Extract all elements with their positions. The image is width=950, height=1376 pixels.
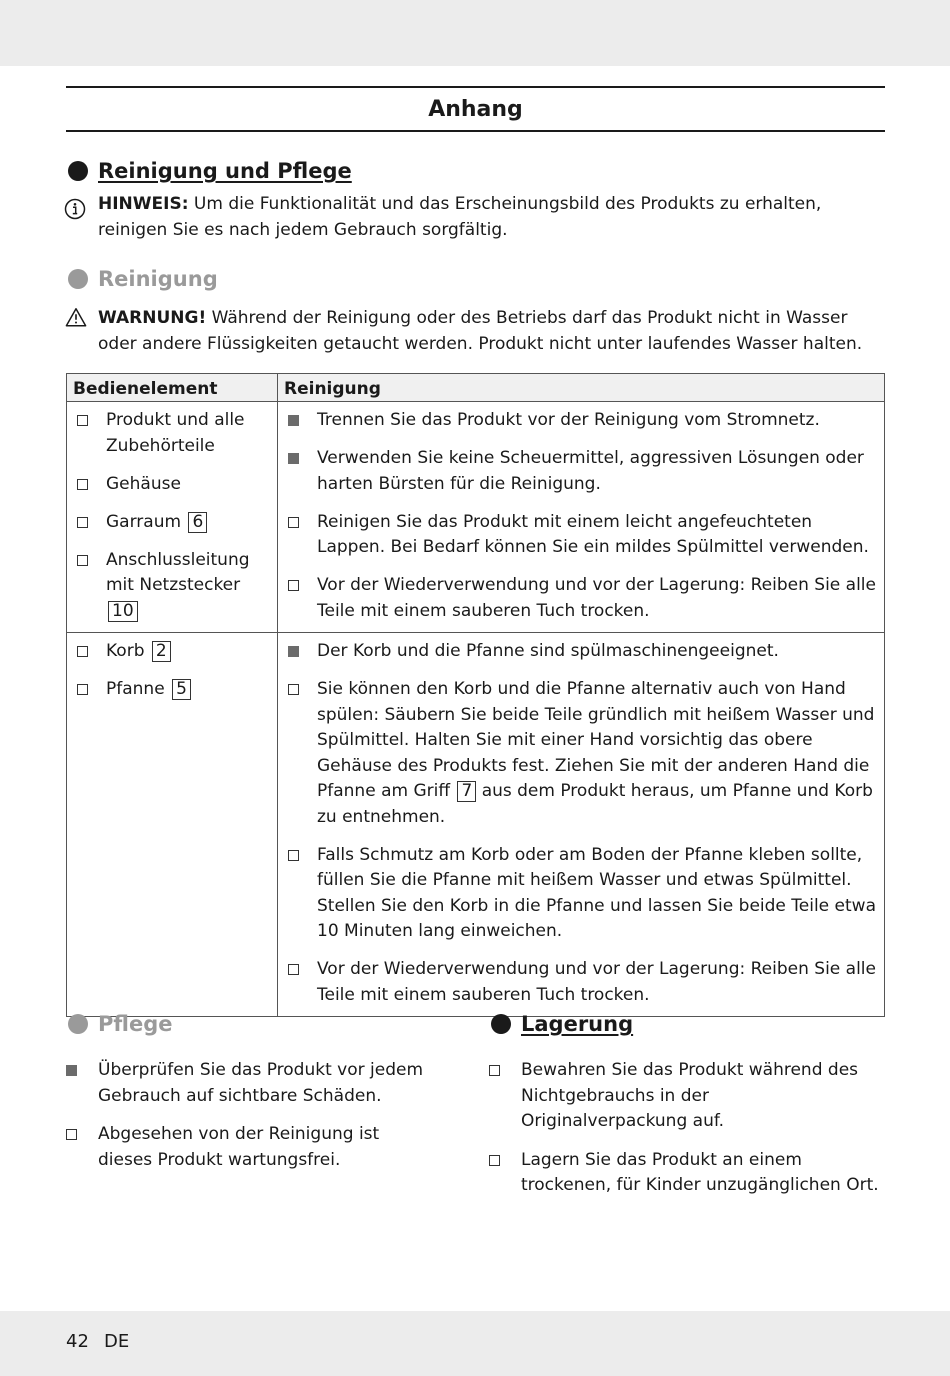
part-reference: 6 — [188, 512, 207, 533]
checkbox-marker-icon — [288, 580, 299, 591]
list-item: Bewahren Sie das Produkt während des Nichtgebrauchs in der Originalverpackung auf. — [489, 1058, 879, 1135]
page-title: Anhang — [428, 96, 523, 122]
warnung-text: Während der Reinigung oder des Betriebs darf das Produkt nicht in Wasser oder andere Flüssigkeiten getaucht werden. Produkt nicht unter laufendes Wasser halten. — [98, 308, 863, 354]
list-item: Reinigen Sie das Produkt mit einem leicht angefeuchteten Lappen. Bei Bedarf können Sie ein mildes Spülmittel verwenden. — [288, 510, 880, 561]
checkbox-marker-icon — [77, 479, 88, 490]
table-row — [67, 633, 885, 1017]
warnung-label: WARNUNG! — [98, 308, 207, 328]
list-item: Garraum 6 — [77, 510, 273, 536]
square-bullet-icon — [66, 1065, 77, 1076]
list-item: Vor der Wiederverwendung und vor der Lagerung: Reiben Sie alle Teile mit einem sauberen Tuch trocken. — [288, 573, 880, 624]
checkbox-marker-icon — [77, 415, 88, 426]
list-item: Pfanne 5 — [77, 677, 273, 703]
table-cell — [278, 633, 885, 1017]
checkbox-marker-icon — [66, 1129, 77, 1140]
section-title-lagerung: Lagerung — [521, 1012, 634, 1036]
checkbox-marker-icon — [77, 517, 88, 528]
list-item: Gehäuse — [77, 472, 273, 498]
list-item: Trennen Sie das Produkt vor der Reinigung vom Stromnetz. — [288, 408, 880, 434]
info-icon — [64, 198, 86, 220]
list-item: Lagern Sie das Produkt an einem trockenen, für Kinder unzugänglichen Ort. — [489, 1148, 879, 1199]
checkbox-marker-icon — [489, 1155, 500, 1166]
list-item: Überprüfen Sie das Produkt vor jedem Gebrauch auf sichtbare Schäden. — [66, 1058, 436, 1109]
list-item: Verwenden Sie keine Scheuermittel, aggressiven Lösungen oder harten Bürsten für die Reinigung. — [288, 446, 880, 497]
heading-bullet-icon — [68, 269, 88, 289]
page-number: 42 — [66, 1331, 89, 1352]
table-row — [67, 402, 885, 633]
list-item: Abgesehen von der Reinigung ist dieses Produkt wartungsfrei. — [66, 1122, 436, 1173]
list-item: Korb 2 — [77, 639, 273, 665]
page-header — [66, 86, 885, 132]
table-cell — [67, 633, 278, 1017]
section-title-reinigung-und-pflege: Reinigung und Pflege — [98, 159, 352, 183]
hinweis-text: Um die Funktionalität und das Erscheinungsbild des Produkts zu erhalten, reinigen Sie es nach jedem Gebrauch sorgfältig. — [98, 194, 822, 240]
part-reference: 7 — [457, 781, 476, 802]
checkbox-marker-icon — [288, 964, 299, 975]
checkbox-marker-icon — [288, 517, 299, 528]
part-reference: 10 — [108, 601, 138, 622]
lagerung-list — [489, 1058, 879, 1212]
section-title-reinigung: Reinigung — [98, 267, 218, 291]
hinweis-label: HINWEIS: — [98, 194, 189, 214]
checkbox-marker-icon — [77, 646, 88, 657]
warnung-note — [98, 306, 884, 357]
list-item: Der Korb und die Pfanne sind spülmaschinengeeignet. — [288, 639, 880, 665]
page-language: DE — [104, 1331, 130, 1352]
top-band — [0, 0, 950, 66]
heading-bullet-icon — [68, 161, 88, 181]
square-bullet-icon — [288, 646, 299, 657]
table-header-bedienelement: Bedienelement — [67, 374, 278, 402]
checkbox-marker-icon — [288, 684, 299, 695]
section-title-pflege: Pflege — [98, 1012, 173, 1036]
checkbox-marker-icon — [77, 684, 88, 695]
square-bullet-icon — [288, 415, 299, 426]
footer-band — [0, 1311, 950, 1376]
heading-bullet-icon — [68, 1014, 88, 1034]
list-item: Vor der Wiederverwendung und vor der Lagerung: Reiben Sie alle Teile mit einem sauberen Tuch trocken. — [288, 957, 880, 1008]
list-item: Falls Schmutz am Korb oder am Boden der Pfanne kleben sollte, füllen Sie die Pfanne mit heißem Wasser und etwas Spülmittel. Stellen Sie den Korb in die Pfanne und lassen Sie beide Teile etwa 10 Minuten lang einweichen. — [288, 843, 880, 945]
hinweis-note — [98, 192, 884, 243]
table-header-row — [67, 374, 885, 402]
list-item: Produkt und alle Zubehörteile — [77, 408, 273, 459]
list-item: Sie können den Korb und die Pfanne alternativ auch von Hand spülen: Säubern Sie beide Teile gründlich mit heißem Wasser und Spülmittel. Halten Sie mit einer Hand vorsichtig das obere Gehäuse des Produkts fest. Ziehen Sie mit der anderen Hand die Pfanne am Griff 7 aus dem Produkt heraus, um Pfanne und Korb zu entnehmen. — [288, 677, 880, 830]
part-reference: 2 — [152, 641, 171, 662]
table-cell — [278, 402, 885, 633]
table-cell — [67, 402, 278, 633]
pflege-list — [66, 1058, 436, 1186]
list-item: Anschlussleitung mit Netzstecker 10 — [77, 548, 273, 625]
warning-icon — [65, 306, 87, 328]
heading-bullet-icon — [491, 1014, 511, 1034]
checkbox-marker-icon — [77, 555, 88, 566]
checkbox-marker-icon — [288, 850, 299, 861]
checkbox-marker-icon — [489, 1065, 500, 1076]
table-header-reinigung: Reinigung — [278, 374, 885, 402]
square-bullet-icon — [288, 453, 299, 464]
part-reference: 5 — [172, 679, 191, 700]
cleaning-table — [66, 373, 885, 1017]
